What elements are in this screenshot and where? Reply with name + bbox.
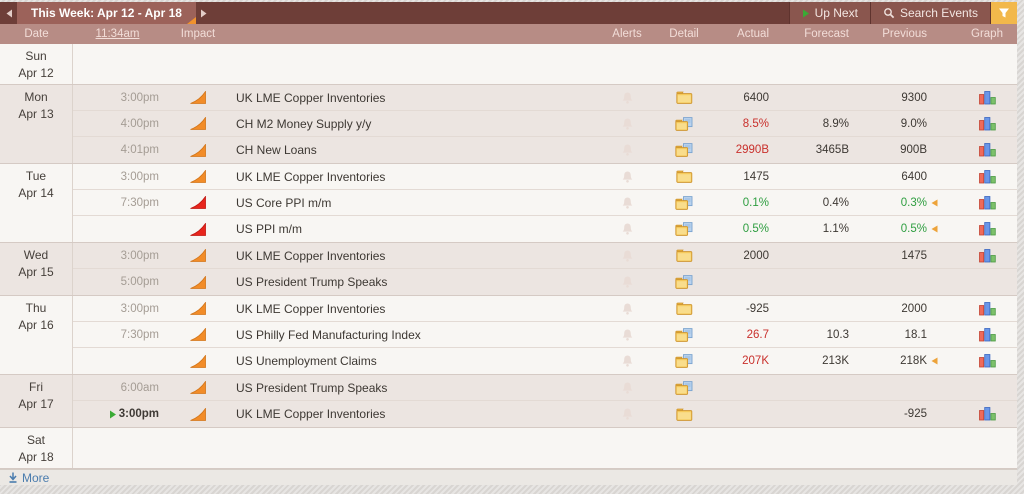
up-next-play-icon: [109, 410, 117, 419]
previous-value: 0.3%: [900, 196, 927, 209]
event-row: [73, 85, 1017, 111]
detail-cell: [655, 170, 713, 183]
orange-impact-icon[interactable]: [190, 249, 206, 262]
orange-impact-icon[interactable]: [190, 117, 206, 130]
bell-icon[interactable]: [621, 328, 634, 342]
bell-icon[interactable]: [621, 170, 634, 184]
event-name[interactable]: [234, 328, 599, 342]
event-time: [73, 250, 162, 262]
bar-chart-icon[interactable]: [979, 170, 996, 184]
alert-cell: [599, 381, 655, 395]
event-title: US PPI m/m: [236, 222, 303, 236]
more-link[interactable]: [8, 471, 49, 485]
day-label: [0, 296, 73, 374]
event-title: US President Trump Speaks: [236, 380, 388, 395]
event-name[interactable]: [234, 354, 599, 368]
time-text: 7:30pm: [120, 196, 159, 209]
day-events: [73, 375, 1017, 427]
impact-cell: [162, 381, 234, 394]
bar-chart-icon[interactable]: [979, 222, 996, 236]
orange-impact-icon[interactable]: [190, 144, 206, 157]
actual-value: 0.5%: [742, 223, 769, 235]
orange-impact-icon[interactable]: [190, 328, 206, 341]
economic-calendar-widget: [0, 2, 1017, 485]
impact-cell: [162, 408, 234, 421]
event-row: [73, 216, 1017, 242]
detail-cell: [655, 275, 713, 289]
detail-column-header: Detail: [669, 28, 699, 40]
forecast-value: 1.1%: [822, 223, 849, 235]
event-name[interactable]: [234, 170, 599, 184]
empty-day-row: [73, 428, 1017, 468]
graph-column-header: Graph: [971, 28, 1003, 40]
time-text: 4:00pm: [120, 117, 159, 130]
event-name[interactable]: [234, 117, 599, 131]
orange-impact-icon[interactable]: [190, 381, 206, 394]
forecast-value: 10.3: [826, 328, 849, 341]
detail-cell: [655, 222, 713, 236]
open-folder-icon[interactable]: [675, 275, 693, 289]
day-name: Sun: [25, 49, 47, 63]
graph-cell: [947, 170, 1017, 184]
event-row: [73, 269, 1017, 295]
bar-chart-icon[interactable]: [979, 407, 996, 421]
time-text: 4:01pm: [120, 144, 159, 156]
up-next-label: Up Next: [814, 6, 858, 20]
event-row: [73, 322, 1017, 348]
open-folder-icon[interactable]: [675, 328, 693, 342]
forecast-value: 0.4%: [822, 196, 849, 209]
event-name[interactable]: [234, 407, 599, 421]
actual-column-header: Actual: [737, 28, 769, 40]
day-label: [0, 85, 73, 163]
detail-cell: [655, 354, 713, 368]
event-row: [73, 401, 1017, 427]
event-title: US President Trump Speaks: [236, 275, 388, 289]
previous-column-header: Previous: [882, 28, 927, 40]
revised-marker-icon: [931, 357, 938, 365]
graph-cell: [947, 143, 1017, 157]
orange-impact-icon[interactable]: [190, 302, 206, 315]
impact-column-header: Impact: [180, 28, 216, 40]
bar-chart-icon[interactable]: [979, 196, 996, 210]
day-label: [0, 164, 73, 242]
alert-cell: [599, 196, 655, 210]
tab-fold-corner-icon: [187, 17, 196, 24]
funnel-icon: [998, 7, 1010, 19]
empty-day-row: [73, 44, 1017, 84]
event-title: UK LME Copper Inventories: [236, 169, 386, 184]
alert-cell: [599, 354, 655, 368]
time-text: 6:00am: [120, 381, 159, 394]
day-group: [0, 296, 1017, 375]
detail-cell: [655, 408, 713, 421]
orange-impact-icon[interactable]: [190, 276, 206, 289]
bell-icon[interactable]: [621, 91, 634, 105]
event-title: CH New Loans: [236, 143, 317, 157]
day-name: Fri: [29, 380, 43, 394]
time-text: 5:00pm: [120, 276, 159, 288]
event-time: [73, 276, 162, 288]
event-name[interactable]: [234, 222, 599, 236]
revised-marker-icon: [931, 199, 938, 207]
impact-cell: [162, 328, 234, 341]
alerts-column-header: Alerts: [612, 28, 642, 40]
orange-impact-icon[interactable]: [190, 91, 206, 104]
more-label: More: [22, 470, 50, 485]
graph-cell: [947, 302, 1017, 316]
graph-cell: [947, 249, 1017, 263]
prev-week-button[interactable]: [0, 2, 17, 24]
previous-value: 0.5%: [900, 223, 927, 235]
bar-chart-icon[interactable]: [979, 354, 996, 368]
event-time: [73, 382, 162, 394]
day-date: Apr 16: [18, 318, 54, 332]
time-text: 3:00pm: [120, 302, 159, 315]
day-events: [73, 243, 1017, 295]
bell-icon[interactable]: [621, 143, 634, 157]
open-folder-icon[interactable]: [675, 354, 693, 368]
impact-cell: [162, 91, 234, 104]
closed-folder-icon[interactable]: [676, 91, 693, 104]
filter-button[interactable]: [990, 2, 1017, 24]
bell-icon[interactable]: [621, 275, 634, 289]
day-date: Apr 15: [18, 265, 54, 279]
time-text: 3:00pm: [120, 91, 159, 104]
revised-marker-icon: [931, 225, 938, 233]
day-name: Thu: [25, 301, 47, 315]
open-folder-icon[interactable]: [675, 117, 693, 131]
bar-chart-icon[interactable]: [979, 302, 996, 316]
day-group: [0, 164, 1017, 243]
detail-cell: [655, 117, 713, 131]
chevron-left-icon: [5, 9, 13, 18]
bar-chart-icon[interactable]: [979, 117, 996, 131]
closed-folder-icon[interactable]: [676, 302, 693, 315]
day-group: [0, 243, 1017, 296]
day-date: Apr 17: [18, 397, 54, 411]
day-events: [73, 296, 1017, 374]
actual-value: 0.1%: [742, 196, 769, 209]
day-date: Apr 18: [18, 450, 54, 464]
alert-cell: [599, 407, 655, 421]
actual-value: 6400: [743, 91, 769, 104]
alert-cell: [599, 328, 655, 342]
bell-icon[interactable]: [621, 196, 634, 210]
event-title: US Philly Fed Manufacturing Index: [236, 327, 421, 342]
event-row: [73, 111, 1017, 137]
week-tab-label: This Week: Apr 12 - Apr 18: [31, 6, 182, 20]
alert-cell: [599, 302, 655, 316]
day-date: Apr 13: [18, 107, 54, 121]
previous-value: 900B: [900, 144, 927, 156]
bar-chart-icon[interactable]: [979, 249, 996, 263]
closed-folder-icon[interactable]: [676, 408, 693, 421]
graph-cell: [947, 117, 1017, 131]
bell-icon[interactable]: [621, 302, 634, 316]
graph-cell: [947, 196, 1017, 210]
day-date: Apr 14: [18, 186, 54, 200]
previous-value: 218K: [900, 355, 927, 367]
event-row: [73, 296, 1017, 322]
event-title: UK LME Copper Inventories: [236, 301, 386, 316]
bell-icon[interactable]: [621, 249, 634, 263]
previous-value: -925: [903, 408, 927, 420]
forecast-value: 8.9%: [822, 117, 849, 130]
more-row: [0, 469, 1017, 485]
orange-impact-icon[interactable]: [190, 355, 206, 368]
day-name: Sat: [26, 433, 45, 447]
event-time: [73, 197, 162, 209]
graph-cell: [947, 328, 1017, 342]
download-arrow-icon: [8, 472, 18, 483]
event-time: [73, 408, 162, 420]
bar-chart-icon[interactable]: [979, 91, 996, 105]
open-folder-icon[interactable]: [675, 196, 693, 210]
orange-impact-icon[interactable]: [190, 170, 206, 183]
red-impact-icon[interactable]: [190, 196, 206, 209]
event-title: US Unemployment Claims: [236, 354, 377, 368]
forecast-column-header: Forecast: [804, 28, 849, 40]
detail-cell: [655, 196, 713, 210]
calendar-topbar: [0, 2, 1017, 24]
event-time: [73, 171, 162, 183]
actual-value: 207K: [742, 355, 769, 367]
alert-cell: [599, 170, 655, 184]
detail-cell: [655, 249, 713, 262]
day-events: [73, 428, 1017, 468]
event-title: UK LME Copper Inventories: [236, 248, 386, 263]
impact-cell: [162, 223, 234, 236]
event-name[interactable]: [234, 381, 599, 395]
day-label: [0, 44, 73, 84]
impact-cell: [162, 196, 234, 209]
event-row: [73, 243, 1017, 269]
event-time: [73, 92, 162, 104]
day-label: [0, 243, 73, 295]
actual-value: 8.5%: [742, 117, 769, 130]
open-folder-icon[interactable]: [675, 222, 693, 236]
graph-cell: [947, 407, 1017, 421]
impact-cell: [162, 117, 234, 130]
forecast-value: 213K: [822, 355, 849, 367]
bar-chart-icon[interactable]: [979, 143, 996, 157]
event-row: [73, 190, 1017, 216]
time-text: 3:00pm: [120, 249, 159, 262]
actual-value: 2000: [743, 249, 769, 262]
event-title: UK LME Copper Inventories: [236, 407, 386, 421]
event-time: [73, 303, 162, 315]
bell-icon[interactable]: [621, 407, 634, 421]
event-name[interactable]: [234, 91, 599, 105]
alert-cell: [599, 117, 655, 131]
alert-cell: [599, 143, 655, 157]
previous-value: 1475: [901, 249, 927, 262]
day-events: [73, 85, 1017, 163]
day-group: [0, 44, 1017, 85]
impact-cell: [162, 355, 234, 368]
actual-value: -925: [745, 302, 769, 315]
day-group: [0, 85, 1017, 164]
up-next-button[interactable]: [789, 2, 870, 24]
magnifier-icon: [883, 7, 895, 19]
revision-cell: [931, 199, 947, 207]
day-label: [0, 375, 73, 427]
closed-folder-icon[interactable]: [676, 170, 693, 183]
actual-value: 1475: [743, 170, 769, 183]
event-time: [73, 329, 162, 341]
impact-cell: [162, 249, 234, 262]
detail-cell: [655, 328, 713, 342]
detail-cell: [655, 302, 713, 315]
event-time: [73, 118, 162, 130]
event-time: [73, 144, 162, 156]
actual-value: 26.7: [746, 328, 769, 341]
graph-cell: [947, 354, 1017, 368]
chevron-right-icon: [200, 9, 208, 18]
event-title: CH M2 Money Supply y/y: [236, 116, 372, 131]
day-group: [0, 375, 1017, 428]
day-date: Apr 12: [18, 66, 54, 80]
previous-value: 2000: [901, 302, 927, 315]
day-name: Mon: [24, 90, 48, 104]
current-time-link[interactable]: 11:34am: [95, 28, 140, 40]
graph-cell: [947, 222, 1017, 236]
week-tab[interactable]: [17, 2, 196, 24]
day-group: [0, 428, 1017, 469]
event-title: UK LME Copper Inventories: [236, 90, 386, 105]
event-row: [73, 348, 1017, 374]
impact-cell: [162, 144, 234, 157]
calendar-body: [0, 44, 1017, 469]
graph-cell: [947, 91, 1017, 105]
impact-cell: [162, 302, 234, 315]
topbar-spacer: [213, 2, 789, 24]
time-text: 3:00pm: [120, 170, 159, 183]
time-text: 7:30pm: [120, 328, 159, 341]
red-impact-icon[interactable]: [190, 223, 206, 236]
event-title: US Core PPI m/m: [236, 195, 332, 210]
event-name[interactable]: [234, 143, 599, 157]
alert-cell: [599, 91, 655, 105]
actual-value: 2990B: [735, 144, 769, 156]
previous-value: 18.1: [904, 328, 927, 341]
open-folder-icon[interactable]: [675, 143, 693, 157]
day-name: Wed: [23, 248, 49, 262]
previous-value: 9300: [901, 91, 927, 104]
alert-cell: [599, 249, 655, 263]
event-row: [73, 164, 1017, 190]
event-name[interactable]: [234, 249, 599, 263]
forecast-value: 3465B: [815, 144, 849, 156]
open-folder-icon[interactable]: [675, 381, 693, 395]
alert-cell: [599, 275, 655, 289]
revision-cell: [931, 357, 947, 365]
impact-cell: [162, 276, 234, 289]
alert-cell: [599, 222, 655, 236]
event-row: [73, 375, 1017, 401]
detail-cell: [655, 143, 713, 157]
day-events: [73, 44, 1017, 84]
bell-icon[interactable]: [621, 354, 634, 368]
impact-cell: [162, 170, 234, 183]
event-name[interactable]: [234, 196, 599, 210]
detail-cell: [655, 381, 713, 395]
bell-icon[interactable]: [621, 117, 634, 131]
previous-value: 6400: [901, 170, 927, 183]
day-events: [73, 164, 1017, 242]
previous-value: 9.0%: [900, 117, 927, 130]
event-name[interactable]: [234, 275, 599, 289]
orange-impact-icon[interactable]: [190, 408, 206, 421]
time-column-header: [73, 28, 162, 40]
search-events-button[interactable]: [870, 2, 990, 24]
event-row: [73, 137, 1017, 163]
search-events-label: Search Events: [899, 6, 978, 20]
bar-chart-icon[interactable]: [979, 328, 996, 342]
day-label: [0, 428, 73, 468]
bell-icon[interactable]: [621, 381, 634, 395]
next-week-button[interactable]: [196, 2, 213, 24]
day-name: Tue: [25, 169, 47, 183]
detail-cell: [655, 91, 713, 104]
date-column-header: Date: [24, 28, 49, 40]
green-play-icon: [802, 9, 810, 18]
calendar-column-header: [0, 24, 1017, 44]
bell-icon[interactable]: [621, 222, 634, 236]
time-text: 3:00pm: [118, 408, 159, 420]
event-name[interactable]: [234, 302, 599, 316]
closed-folder-icon[interactable]: [676, 249, 693, 262]
revision-cell: [931, 225, 947, 233]
